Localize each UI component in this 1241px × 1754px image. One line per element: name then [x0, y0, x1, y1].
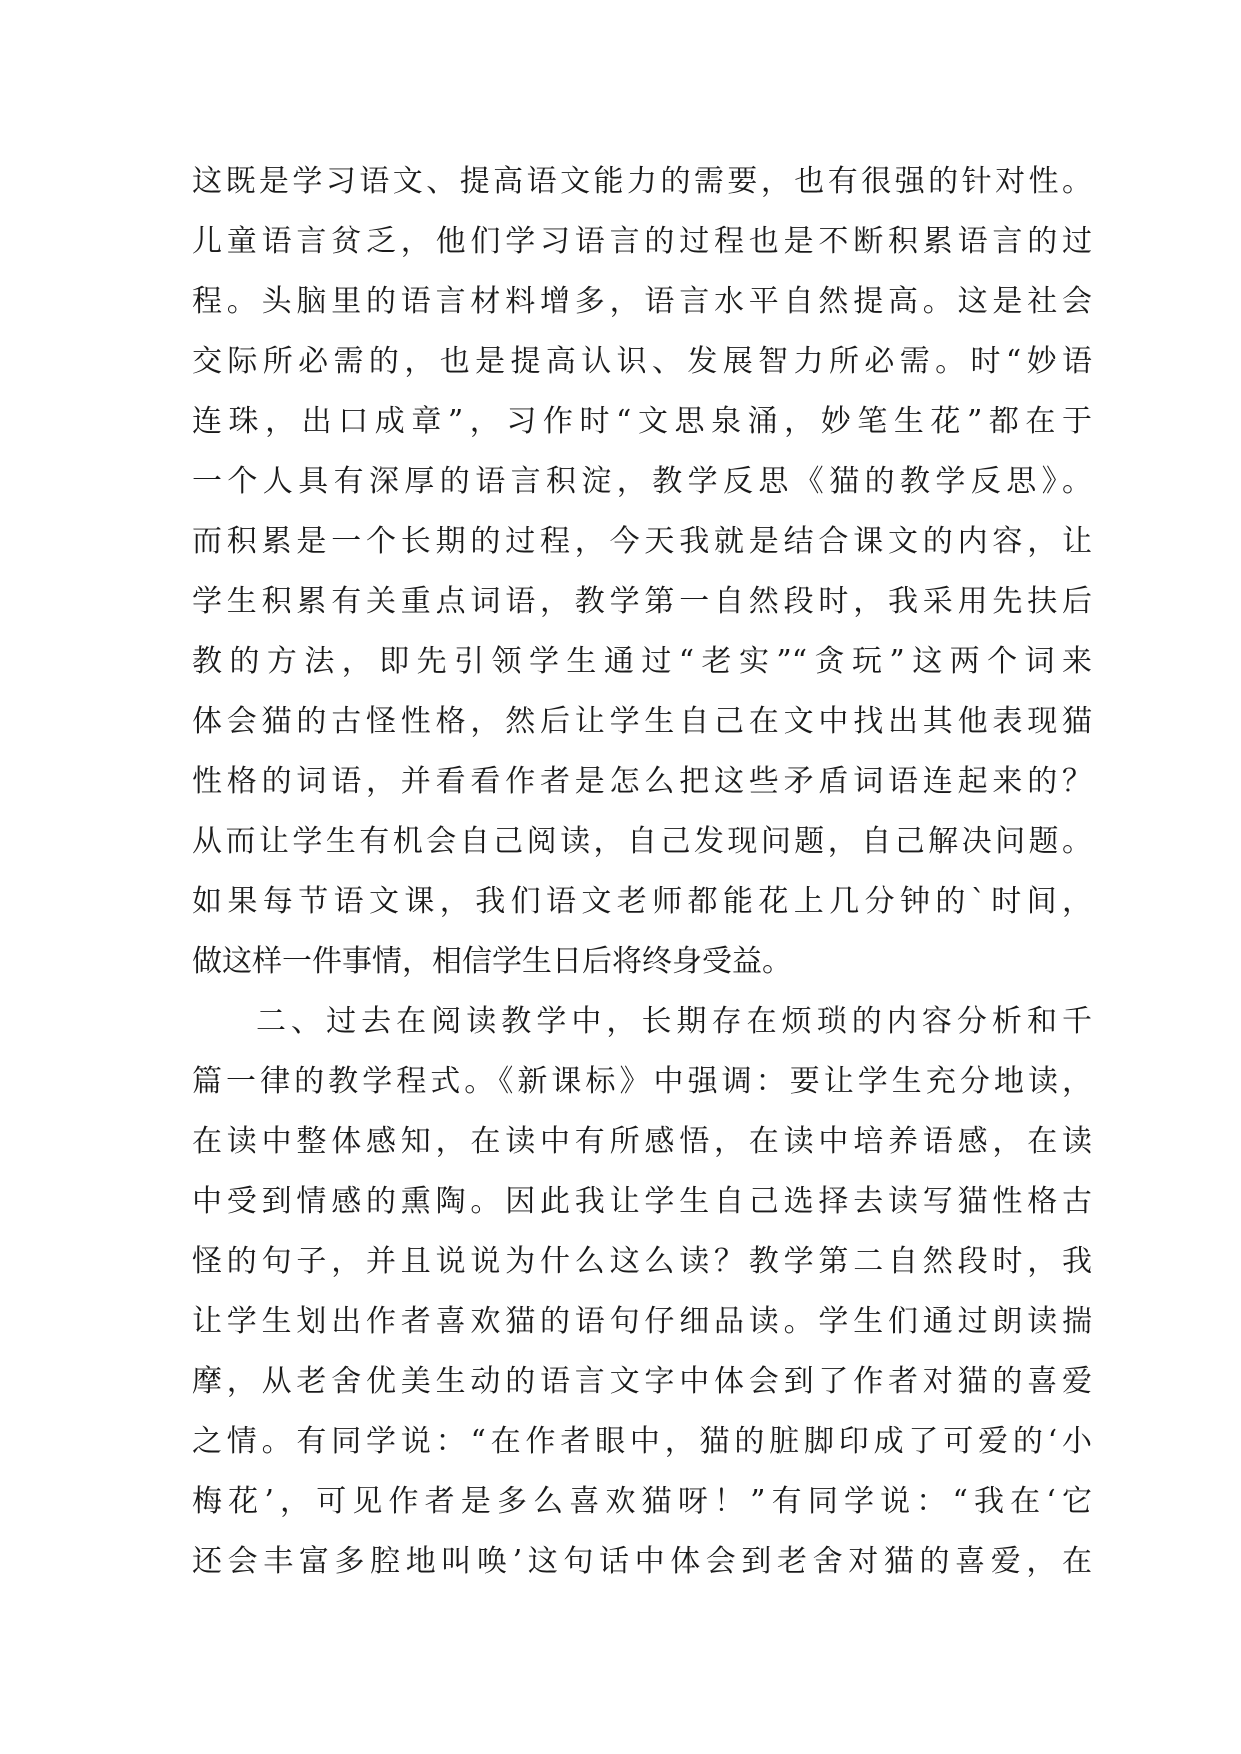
text-line: 体会猫的古怪性格，然后让学生自己在文中找出其他表现猫	[192, 704, 1092, 739]
text-line: 让学生划出作者喜欢猫的语句仔细品读。学生们通过朗读揣	[192, 1304, 1092, 1339]
text-line: 之情。有同学说：“在作者眼中，猫的脏脚印成了可爱的‘小	[192, 1424, 1092, 1459]
text-line: 学生积累有关重点词语，教学第一自然段时，我采用先扶后	[192, 584, 1092, 619]
text-line: 一个人具有深厚的语言积淀，教学反思《猫的教学反思》。	[192, 464, 1092, 499]
text-line: 从而让学生有机会自己阅读，自己发现问题，自己解决问题。	[192, 824, 1092, 859]
paragraph-start-line: 二、过去在阅读教学中，长期存在烦琐的内容分析和千	[256, 1004, 1092, 1039]
text-line: 梅花’，可见作者是多么喜欢猫呀！”有同学说：“我在‘它	[192, 1484, 1092, 1519]
text-line: 连珠，出口成章”，习作时“文思泉涌，妙笔生花”都在于	[192, 404, 1092, 439]
text-line: 程。头脑里的语言材料增多，语言水平自然提高。这是社会	[192, 284, 1092, 319]
body-text	[192, 152, 1092, 1592]
paragraph-end-line: 做这样一件事情，相信学生日后将终身受益。	[192, 944, 792, 979]
text-line: 如果每节语文课，我们语文老师都能花上几分钟的`时间，	[192, 884, 1092, 919]
text-line: 交际所必需的，也是提高认识、发展智力所必需。时“妙语	[192, 344, 1092, 379]
text-line: 而积累是一个长期的过程，今天我就是结合课文的内容，让	[192, 524, 1092, 559]
text-line: 性格的词语，并看看作者是怎么把这些矛盾词语连起来的？	[192, 764, 1092, 799]
text-line: 儿童语言贫乏，他们学习语言的过程也是不断积累语言的过	[192, 224, 1092, 259]
text-line: 在读中整体感知，在读中有所感悟，在读中培养语感，在读	[192, 1124, 1092, 1159]
text-line: 摩，从老舍优美生动的语言文字中体会到了作者对猫的喜爱	[192, 1364, 1092, 1399]
text-line: 篇一律的教学程式。《新课标》中强调：要让学生充分地读，	[192, 1064, 1092, 1099]
text-line: 教的方法，即先引领学生通过“老实”“贪玩”这两个词来	[192, 644, 1092, 679]
text-line: 中受到情感的熏陶。因此我让学生自己选择去读写猫性格古	[192, 1184, 1092, 1219]
text-line: 这既是学习语文、提高语文能力的需要，也有很强的针对性。	[192, 164, 1092, 199]
text-line: 还会丰富多腔地叫唤’这句话中体会到老舍对猫的喜爱，在	[192, 1544, 1092, 1579]
text-line: 怪的句子，并且说说为什么这么读？教学第二自然段时，我	[192, 1244, 1092, 1279]
